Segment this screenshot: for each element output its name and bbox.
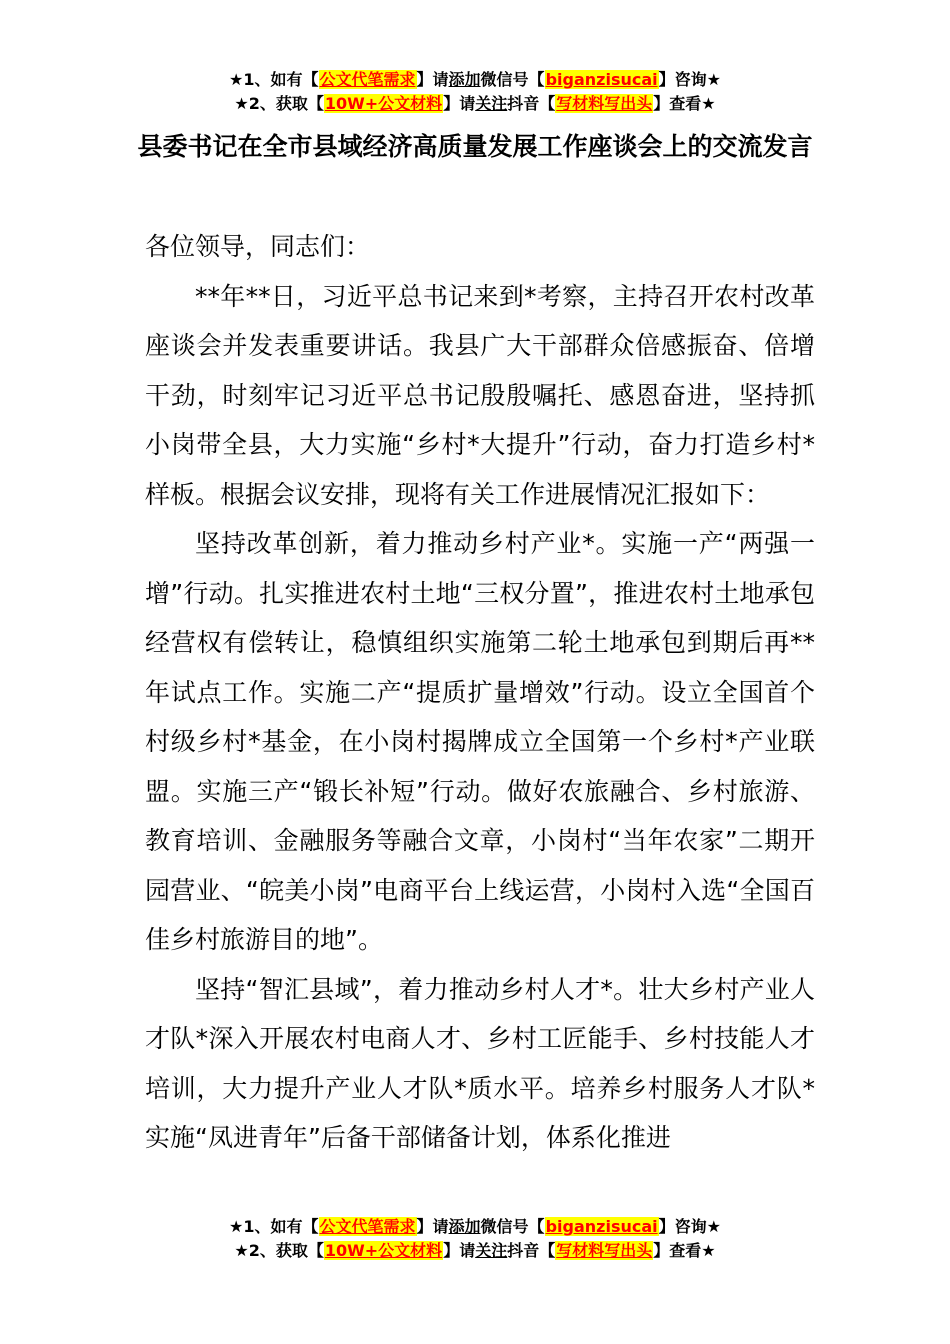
promo-text: 微信号【	[480, 70, 545, 89]
promo-highlight: 公文代笔需求	[319, 70, 416, 89]
promo-text: 】查看★	[653, 1241, 716, 1260]
promo-text: 抖音【	[507, 1241, 556, 1260]
promo-highlight: biganzisucai	[545, 1217, 658, 1236]
promo-highlight: 10W+公文材料	[324, 94, 443, 113]
promo-text: 】咨询★	[658, 70, 721, 89]
promo-text: 】请	[416, 1217, 449, 1236]
promo-text: 】请	[416, 70, 449, 89]
promo-underline: 关注	[475, 1241, 508, 1260]
document-body	[145, 222, 815, 1163]
promo-text: ★2、获取【	[234, 94, 324, 113]
promo-text: ★2、获取【	[234, 1241, 324, 1260]
promo-line-1	[0, 1215, 950, 1239]
promo-banner-top	[0, 68, 950, 116]
promo-text: ★1、如有【	[229, 1217, 319, 1236]
document-title: 县委书记在全市县域经济高质量发展工作座谈会上的交流发言	[137, 132, 813, 161]
promo-line-1	[0, 68, 950, 92]
promo-text: 】咨询★	[658, 1217, 721, 1236]
promo-text: 】请	[443, 1241, 476, 1260]
promo-text: 微信号【	[480, 1217, 545, 1236]
promo-text: ★1、如有【	[229, 70, 319, 89]
promo-underline: 关注	[475, 94, 508, 113]
promo-underline: 添加	[448, 70, 481, 89]
paragraph: 坚持改革创新，着力推动乡村产业*。实施一产“两强一增”行动。扎实推进农村土地“三权分置”，推进农村土地承包经营权有偿转让，稳慎组织实施第二轮土地承包到期后再**年试点工作。实施二产“提质扩量增效”行动。设立全国首个村级乡村*基金，在小岗村揭牌成立全国第一个乡村*产业联盟。实施三产“锻长补短”行动。做好农旅融合、乡村旅游、教育培训、金融服务等融合文章，小岗村“当年农家”二期开园营业、“皖美小岗”电商平台上线运营，小岗村入选“全国百佳乡村旅游目的地”。	[145, 529, 815, 954]
salutation: 各位领导，同志们：	[145, 232, 371, 261]
promo-highlight: 写材料写出头	[556, 94, 653, 113]
paragraph: 坚持“智汇县域”，着力推动乡村人才*。壮大乡村产业人才队*深入开展农村电商人才、乡村工匠能手、乡村技能人才培训，大力提升产业人才队*质水平。培养乡村服务人才队*实施“凤进青年”后备干部储备计划，体系化推进	[145, 974, 815, 1152]
promo-text: 】查看★	[653, 94, 716, 113]
promo-highlight: 10W+公文材料	[324, 1241, 443, 1260]
promo-highlight: biganzisucai	[545, 70, 658, 89]
promo-highlight: 写材料写出头	[556, 1241, 653, 1260]
promo-underline: 添加	[448, 1217, 481, 1236]
promo-text: 抖音【	[507, 94, 556, 113]
promo-line-2	[0, 92, 950, 116]
paragraph: **年**日，习近平总书记来到*考察，主持召开农村改革座谈会并发表重要讲话。我县广大干部群众倍感振奋、倍增干劲，时刻牢记习近平总书记殷殷嘱托、感恩奋进，坚持抓小岗带全县，大力实施“乡村*大提升”行动，奋力打造乡村*样板。根据会议安排，现将有关工作进展情况汇报如下：	[145, 281, 815, 509]
promo-text: 】请	[443, 94, 476, 113]
promo-banner-bottom	[0, 1215, 950, 1263]
promo-highlight: 公文代笔需求	[319, 1217, 416, 1236]
promo-line-2	[0, 1239, 950, 1263]
